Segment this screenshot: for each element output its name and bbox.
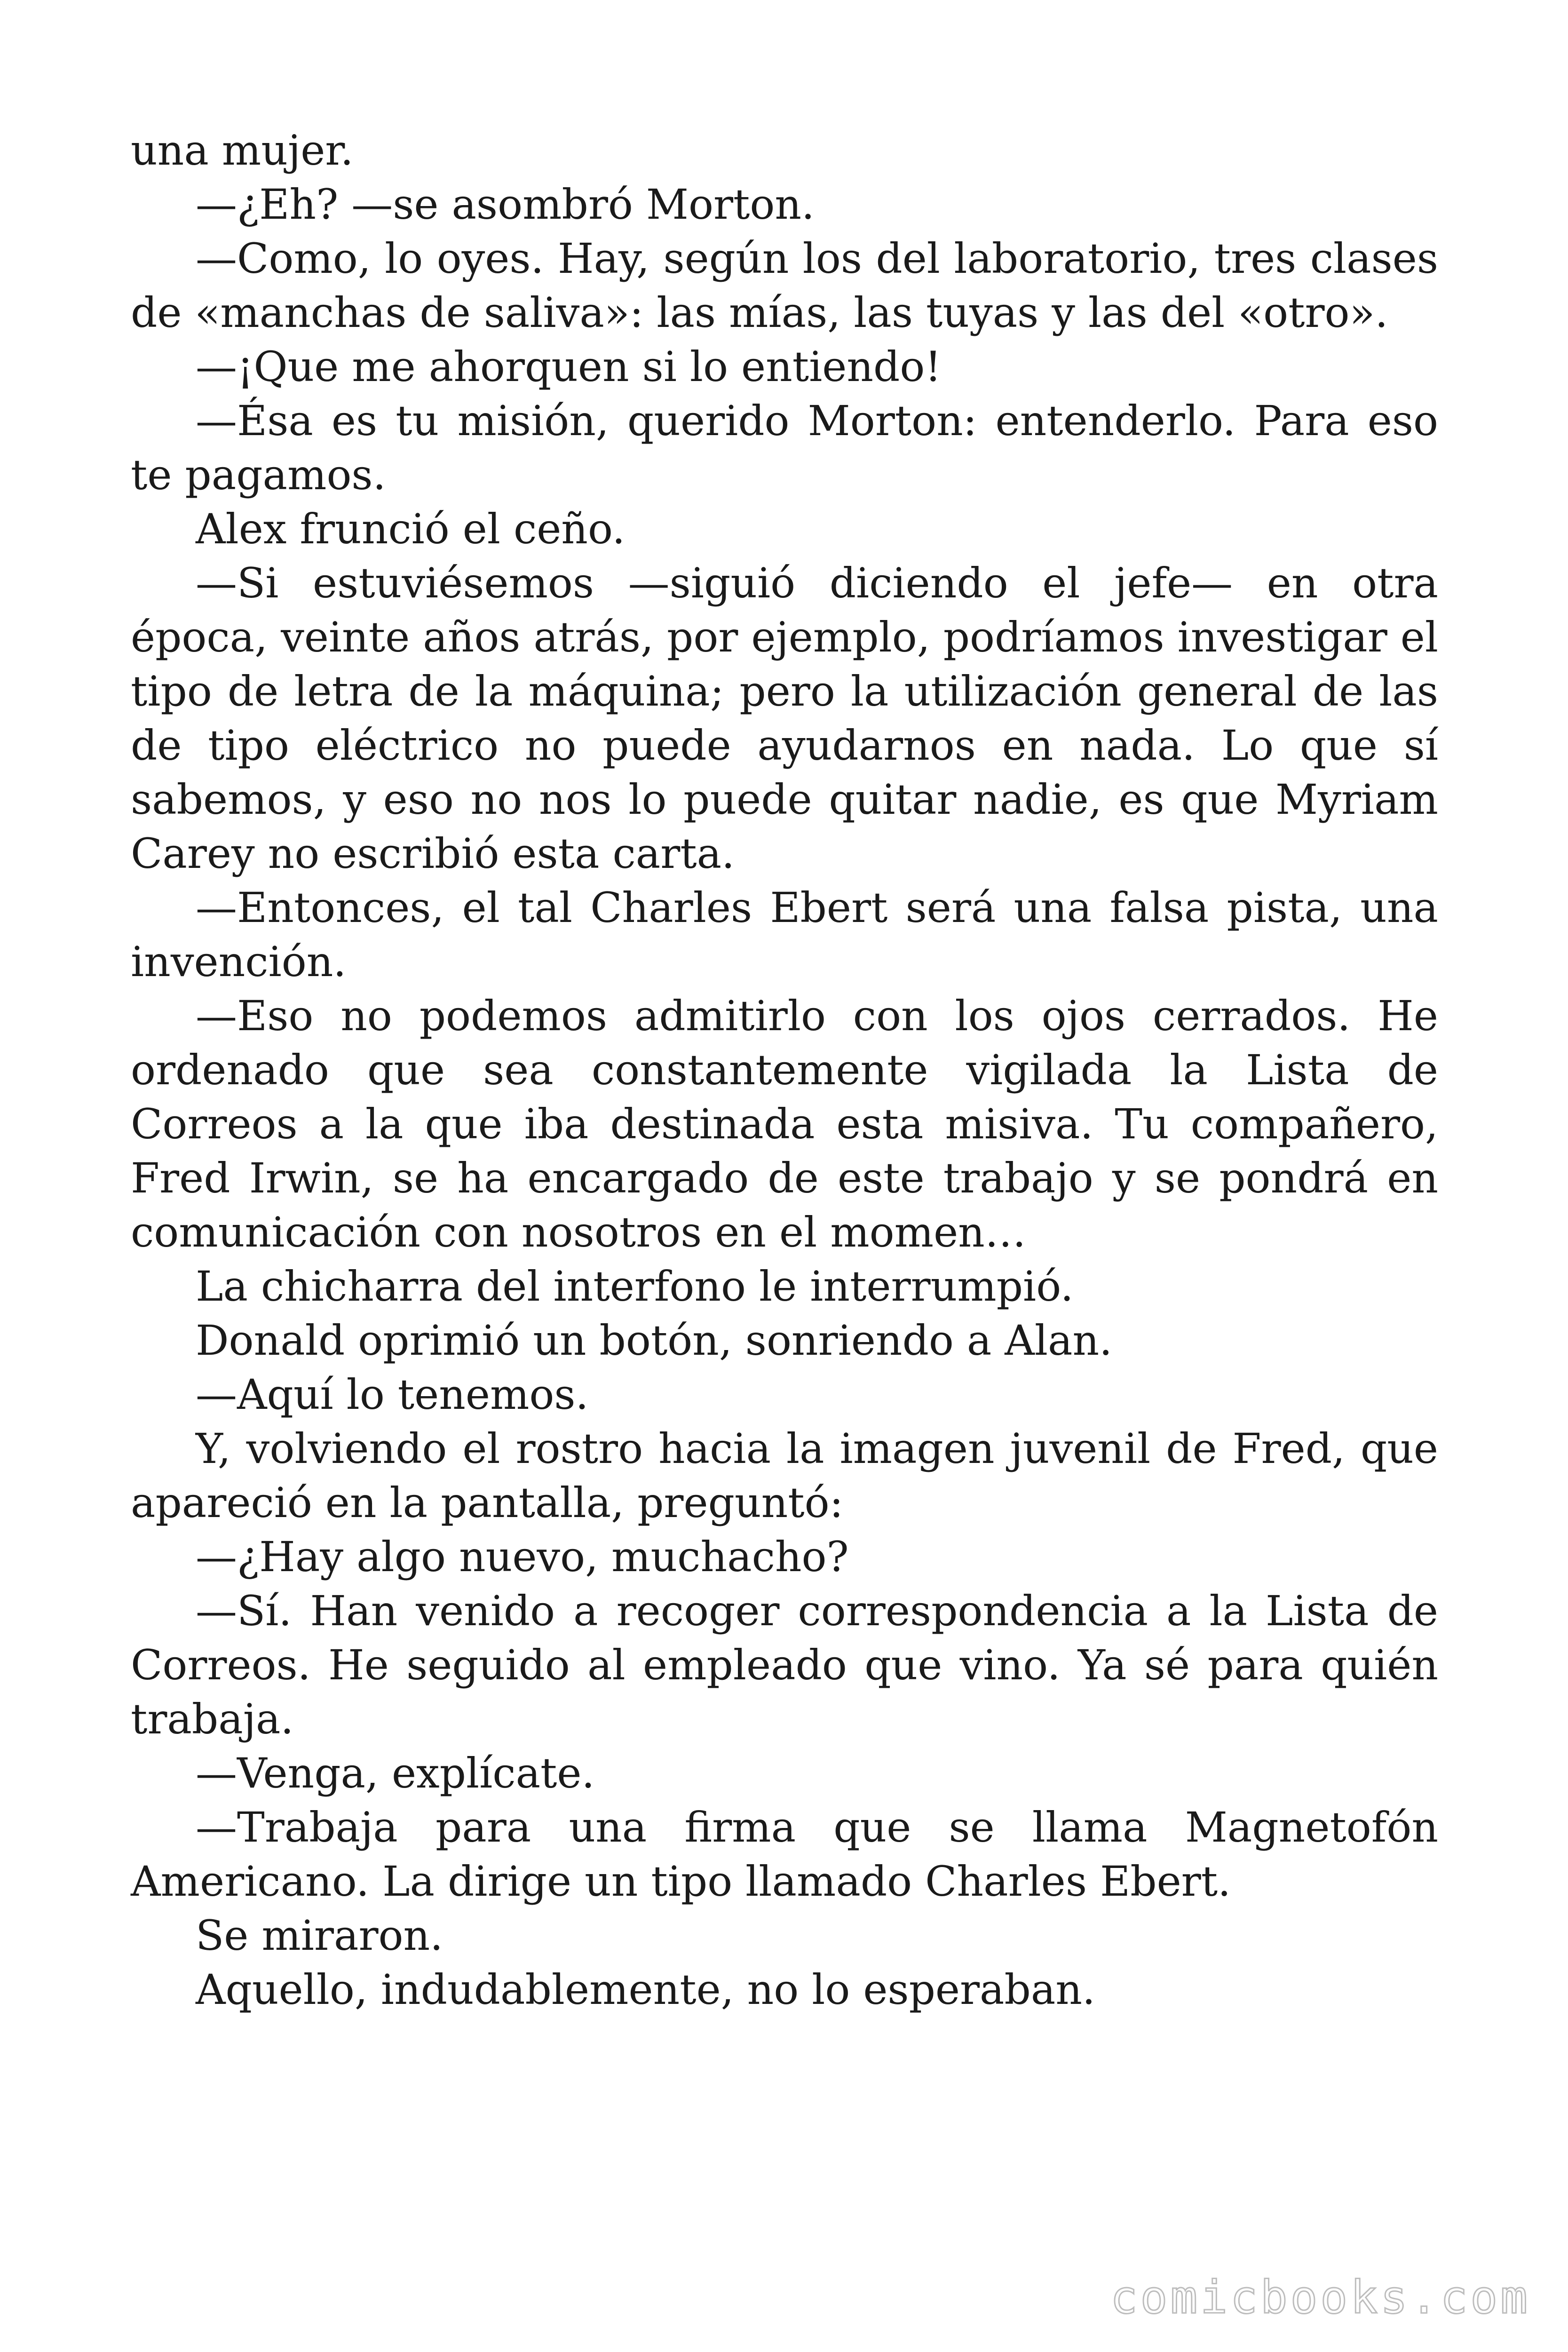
paragraph-5: —Ésa es tu misión, querido Morton: entenderlo. Para eso te pagamos. [131, 397, 1438, 499]
paragraph-12: —Aquí lo tenemos. [196, 1370, 589, 1419]
paragraph-18: Se miraron. [196, 1911, 443, 1960]
watermark: comicbooks.com [1110, 2271, 1530, 2324]
paragraph-3: —Como, lo oyes. Hay, según los del laboratorio, tres clases de «manchas de saliva»: las mías, las tuyas y las del «otro». [131, 234, 1438, 337]
paragraph-8: —Entonces, el tal Charles Ebert será una falsa pista, una invención. [131, 883, 1438, 986]
body-text [131, 123, 1438, 2017]
paragraph-7: —Si estuviésemos —siguió diciendo el jefe— en otra época, veinte años atrás, por ejemplo, podríamos investigar el tipo de letra de la máquina; pero la utilización general de las de tipo eléctrico no puede ayudarnos en nada. Lo que sí sabemos, y eso no nos lo puede quitar nadie, es que Myriam Carey no escribió esta carta. [131, 559, 1438, 878]
paragraph-10: La chicharra del interfono le interrumpió. [196, 1262, 1074, 1311]
paragraph-16: —Venga, explícate. [196, 1749, 595, 1797]
paragraph-14: —¿Hay algo nuevo, muchacho? [196, 1533, 849, 1581]
paragraph-17: —Trabaja para una firma que se llama Magnetofón Americano. La dirige un tipo llamado Charles Ebert. [131, 1803, 1438, 1906]
paragraph-13: Y, volviendo el rostro hacia la imagen juvenil de Fred, que apareció en la pantalla, preguntó: [131, 1424, 1438, 1527]
paragraph-15: —Sí. Han venido a recoger correspondencia a la Lista de Correos. He seguido al empleado que vino. Ya sé para quién trabaja. [131, 1587, 1438, 1743]
paragraph-4: —¡Que me ahorquen si lo entiendo! [196, 342, 942, 391]
paragraph-1: una mujer. [131, 126, 354, 175]
paragraph-9: —Eso no podemos admitirlo con los ojos cerrados. He ordenado que sea constantemente vigilada la Lista de Correos a la que iba destinada esta misiva. Tu compañero, Fred Irwin, se ha encargado de este trabajo y se pondrá en comunicación con nosotros en el momen… [131, 992, 1438, 1256]
paragraph-6: Alex frunció el ceño. [196, 505, 626, 553]
paragraph-2: —¿Eh? —se asombró Morton. [196, 180, 815, 229]
paragraph-19: Aquello, indudablemente, no lo esperaban. [196, 1965, 1095, 2014]
paragraph-11: Donald oprimió un botón, sonriendo a Alan. [196, 1316, 1113, 1365]
